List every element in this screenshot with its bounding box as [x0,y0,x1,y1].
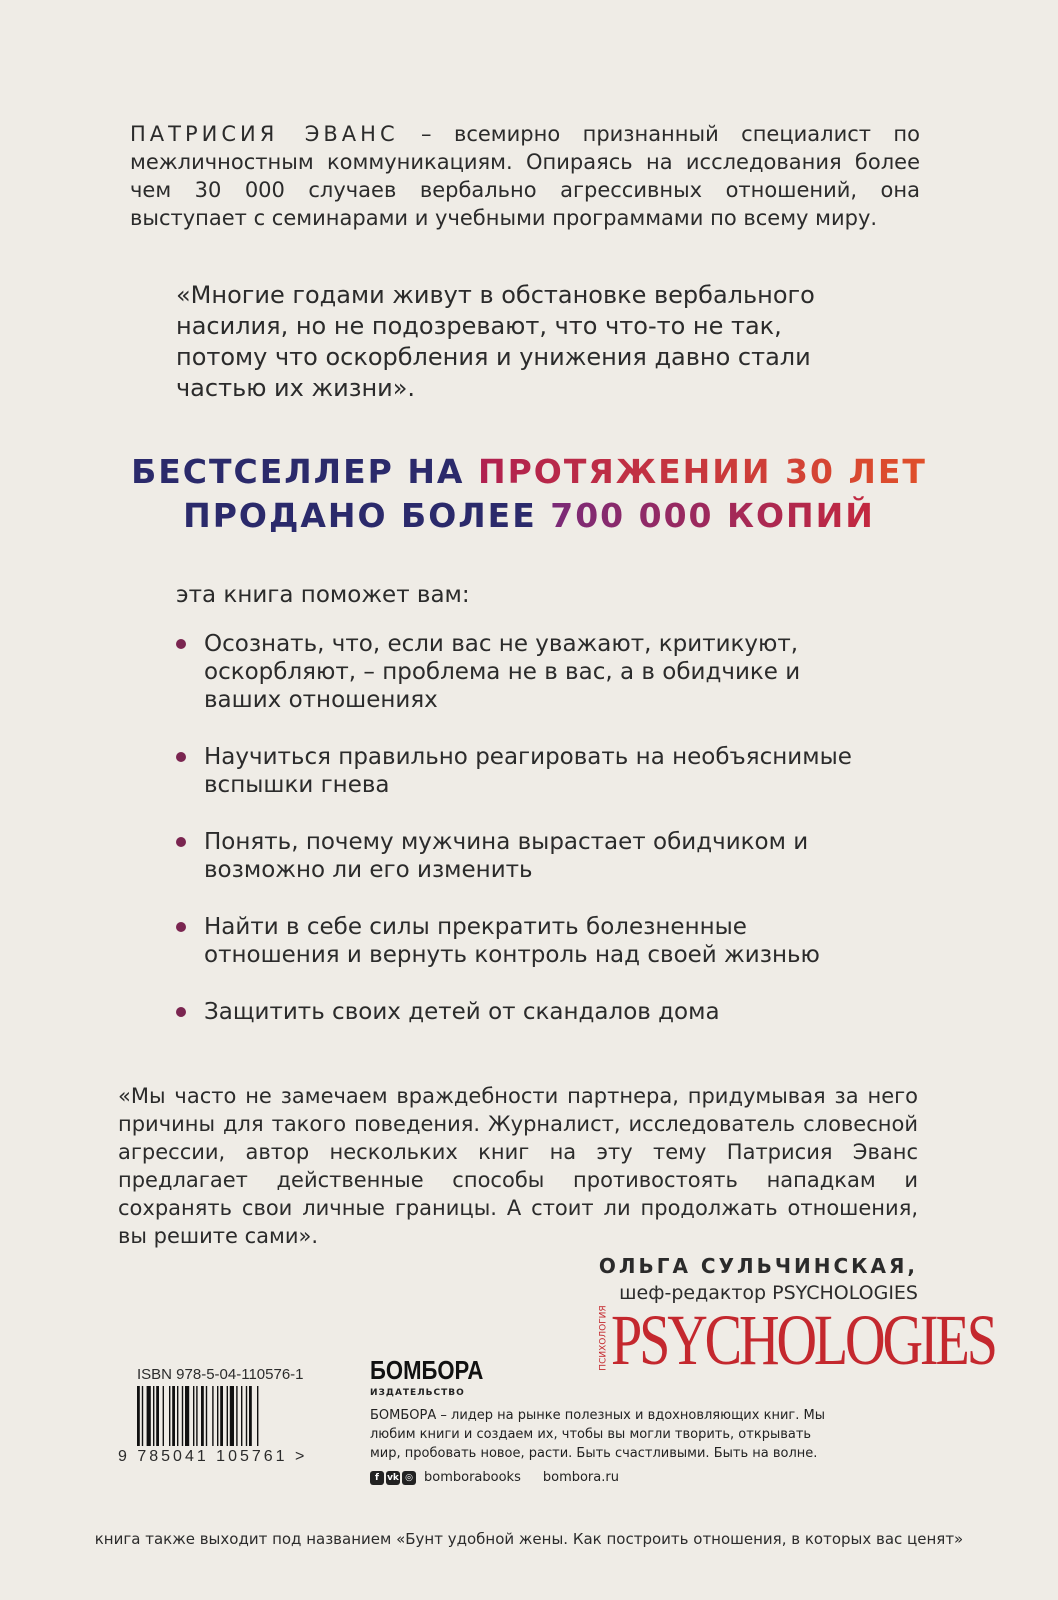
headline-bestseller [0,452,1058,491]
publisher-blurb: БОМБОРА – лидер на рынке полезных и вдохновляющих книг. Мы любим книги и создаем их, чтобы вы могли творить, открывать мир, пробовать новое, расти. Быть счастливыми. Быть на волне. [370,1408,825,1461]
publisher-subtitle: ИЗДАТЕЛЬСТВО [370,1388,465,1398]
list-item-text: Осознать, что, если вас не уважают, критикуют, оскорбляют, – проблема не в вас, а в обидчике и ваших отношениях [204,631,801,713]
quote-author-role: шеф-редактор PSYCHOLOGIES [619,1282,918,1304]
psychologies-logo [595,1300,995,1380]
benefits-intro: эта книга поможет вам: [176,582,470,608]
instagram-icon[interactable]: ◎ [402,1471,416,1485]
headline-line1-part1: БЕСТСЕЛЛЕР НА [131,452,478,491]
bullet-icon [176,639,186,649]
author-bio-text: – всемирно признанный специалист по межличностным коммуникациям. Опираясь на исследования более чем 30 000 случаев вербально агрессивных отношений, она выступает с семинарами и учебными программами по всему миру. [130,122,920,230]
psychologies-logo-small-text: ПСИХОЛОГИЯ [598,1305,609,1371]
barcode-icon [137,1386,327,1446]
list-item [176,913,876,969]
facebook-icon[interactable]: f [370,1471,384,1485]
vk-icon[interactable]: vk [387,1472,399,1483]
list-item [176,998,876,1026]
quote-author-name: ОЛЬГА СУЛЬЧИНСКАЯ, [598,1254,918,1278]
social-handle[interactable]: bomborabooks [424,1470,521,1485]
headline-line1-part2: ПРОТЯЖЕНИИ 30 ЛЕТ [477,452,927,491]
list-item [176,828,876,884]
list-item-text: Защитить своих детей от скандалов дома [204,999,720,1025]
headline-copies-sold [0,496,1058,535]
list-item-text: Научиться правильно реагировать на необъяснимые вспышки гнева [204,744,852,798]
pull-quote: «Многие годами живут в обстановке вербального насилия, но не подозревают, что что-то не так, потому что оскорбления и унижения давно стали частью их жизни». [176,281,815,402]
barcode-digits: 9 785041 105761 > [118,1448,308,1465]
list-item [176,743,876,799]
author-bio [130,120,920,232]
footer-note: книга также выходит под названием «Бунт удобной жены. Как построить отношения, в которых вас ценят» [94,1530,964,1548]
author-name: ПАТРИСИЯ ЭВАНС [130,122,399,146]
editor-quote: «Мы часто не замечаем враждебности партнера, придумывая за него причины для такого поведения. Журналист, исследователь словесной агрессии, автор нескольких книг на эту тему Патрисия Эванс предлагает действенные способы противостоять нападкам и сохранять свои личные границы. А стоит ли продолжать отношения, вы решите сами». [118,1084,918,1248]
headline-line2-part1: ПРОДАНО БОЛЕЕ [183,496,551,535]
publisher-website-link[interactable]: bombora.ru [542,1470,619,1485]
bullet-icon [176,752,186,762]
list-item-text: Понять, почему мужчина вырастает обидчиком и возможно ли его изменить [204,829,809,883]
benefits-list [176,630,876,1055]
headline-line2-part2: 700 000 КОПИЙ [550,496,875,535]
bullet-icon [176,922,186,932]
isbn-label: ISBN 978-5-04-110576-1 [137,1366,304,1383]
bullet-icon [176,837,186,847]
list-item [176,630,876,714]
bullet-icon [176,1007,186,1017]
publisher-social [370,1470,619,1490]
publisher-logo: БОМБОРА [370,1355,484,1385]
list-item-text: Найти в себе силы прекратить болезненные отношения и вернуть контроль над своей жизнью [204,914,820,968]
psychologies-logo-text: PSYCHOLOGIES [611,1300,995,1380]
